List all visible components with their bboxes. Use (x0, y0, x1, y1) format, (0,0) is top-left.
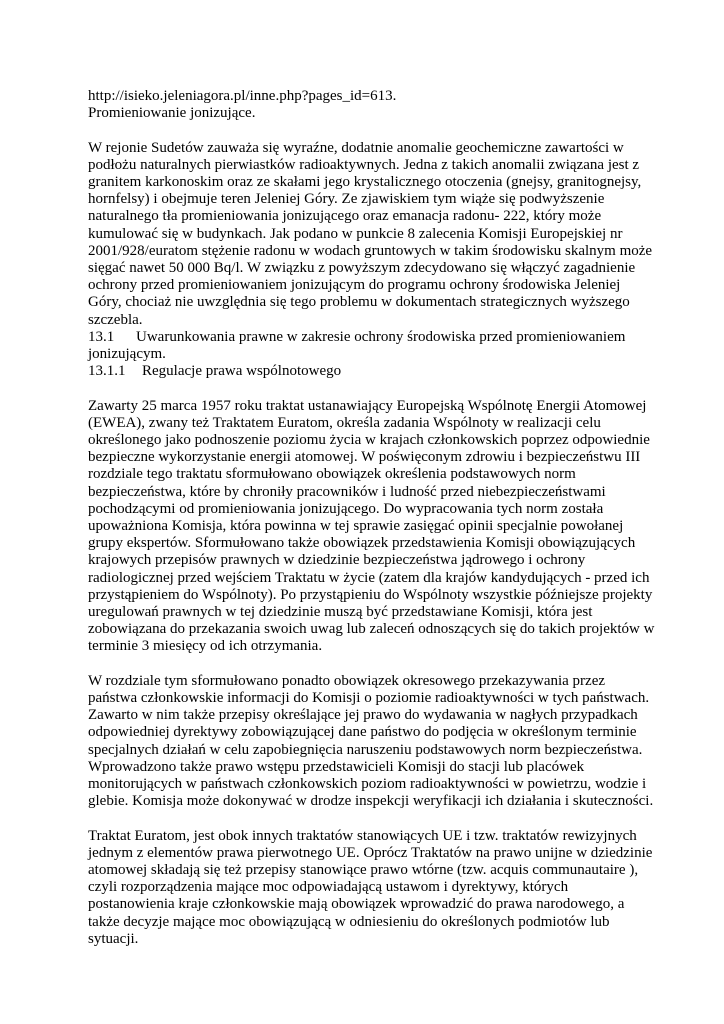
intro-paragraph (88, 139, 653, 329)
paragraph-line: państwa członkowskie informacji do Komisji o poziomie radioaktywności w tych państwach. (88, 690, 650, 707)
paragraph-line: sytuacji. (88, 930, 139, 947)
paragraph-line: atomowej składają się też przepisy stanowiące prawo wtórne (tzw. acquis communautaire ), (88, 862, 639, 879)
paragraph-line: Góry, chociaż nie uwzględnia się tego problemu w dokumentach strategicznych wyższego (88, 294, 630, 311)
paragraph-line: jednym z elementów prawa pierwotnego UE. Oprócz Traktatów na prawo unijne w dziedzinie (88, 844, 653, 861)
paragraph-line: odpowiedniej dyrektywy zobowiązującej dane państwo do podjęcia w określonym terminie (88, 724, 637, 741)
paragraph-line: Wprowadzono także prawo wstępu przedstawicieli Komisji do stacji lub placówek (88, 758, 585, 775)
paragraph-line: upoważniona Komisja, która powinna w tej sprawie zasięgać opinii specjalnie powołanej (88, 518, 624, 535)
spacer (88, 122, 648, 139)
euratom-paragraph (88, 397, 655, 656)
paragraph-line: sięgać nawet 50 000 Bq/l. W związku z powyższym zdecydowano się włączyć zagadnienie (88, 260, 636, 277)
paragraph-line: hornfelsy) i obejmuje teren Jeleniej Góry. Ze zjawiskiem tym wiąże się podwyższenie (88, 191, 605, 208)
paragraph-line: W rejonie Sudetów zauważa się wyraźne, dodatnie anomalie geochemiczne zawartości w (88, 139, 624, 156)
paragraph-line: radiologicznej przed wejściem Traktatu w życie (zatem dla krajów kandydujących - przed ich (88, 569, 650, 586)
spacer (88, 656, 648, 673)
paragraph-line: uregulowań prawnych w tej dziedzinie muszą być przedstawiane Komisji, która jest (88, 604, 593, 621)
section-number: 13.1.1 (88, 363, 126, 380)
reporting-paragraph (88, 672, 654, 811)
paragraph-line: naturalnego tła promieniowania jonizującego oraz emanacja radonu- 222, który może (88, 208, 602, 225)
paragraph-line: określonego jako podnoszenie poziomu życia w krajach członkowskich poprzez odpowiednie (88, 432, 650, 449)
section-title-line: jonizującym. (88, 346, 166, 363)
paragraph-line: przystąpieniem do Wspólnoty). Po przystąpieniu do Wspólnoty wszystkie późniejsze projekty (88, 586, 653, 603)
paragraph-line: bezpieczeństwa, które by chroniły pracowników i ludność przed niebezpieczeństwami (88, 483, 606, 500)
section-heading-13-1 (88, 329, 648, 363)
section-number: 13.1 (88, 328, 115, 345)
paragraph-line: bezpieczne wykorzystanie energii atomowej. W poświęconym zdrowiu i bezpieczeństwu III (88, 449, 641, 466)
paragraph-line: zobowiązana do przekazania swoich uwag lub zaleceń odnoszących się do takich projektów w (88, 621, 655, 638)
paragraph-line: rozdziale tego traktatu sformułowano obowiązek określenia podstawowych norm (88, 466, 576, 483)
paragraph-line: postanowienia kraje członkowskie mają obowiązek wprowadzić do prawa narodowego, a (88, 896, 625, 913)
paragraph-line: (EWEA), zwany też Traktatem Euratom, określa zadania Wspólnoty w realizacji celu (88, 414, 601, 431)
paragraph-line: krajowych przepisów prawnych w dziedzinie bezpieczeństwa jądrowego i ochrony (88, 552, 586, 569)
spacer (88, 380, 648, 397)
paragraph-line: kumulować się w budynkach. Jak podano w punkcie 8 zalecenia Komisji Europejskiej nr (88, 225, 623, 242)
paragraph-line: pochodzącymi od promieniowania jonizującego. Do wypracowania tych norm została (88, 500, 604, 517)
paragraph-line: szczebla. (88, 311, 143, 328)
paragraph-line: czyli rozporządzenia mające moc odpowiadającą ustawom i dyrektywy, których (88, 879, 569, 896)
paragraph-line: granitem karkonoskim oraz ze skałami jego krystalicznego otoczenia (gnejsy, granitognejsy, (88, 174, 642, 190)
paragraph-line: glebie. Komisja może dokonywać w drodze inspekcji weryfikacji ich działania i skuteczności. (88, 793, 654, 810)
primary-law-paragraph (88, 827, 653, 948)
paragraph-line: Zawarty 25 marca 1957 roku traktat ustanawiający Europejską Wspólnotę Energii Atomowej (88, 397, 647, 414)
source-url-text: http://isieko.jeleniagora.pl/inne.php?pages_id=613. (88, 88, 397, 104)
paragraph-line: specjalnych działań w celu zapobiegnięcia naruszeniu podstawowych norm bezpieczeństwa. (88, 741, 643, 758)
section-title-line: Uwarunkowania prawne w zakresie ochrony środowiska przed promieniowaniem (136, 328, 626, 345)
section-heading-13-1-1 (88, 363, 648, 380)
document-title: Promieniowanie jonizujące. (88, 105, 256, 122)
paragraph-line: podłożu naturalnych pierwiastków radioaktywnych. Jedna z takich anomalii związana jest z (88, 156, 640, 173)
paragraph-line: Traktat Euratom, jest obok innych traktatów stanowiących UE i tzw. traktatów rewizyjnych (88, 827, 637, 844)
paragraph-line: także decyzje mające moc obowiązującą w odniesieniu do określonych podmiotów lub (88, 913, 610, 930)
paragraph-line: W rozdziale tym sformułowano ponadto obowiązek okresowego przekazywania przez (88, 672, 606, 689)
paragraph-line: grupy ekspertów. Sformułowano także obowiązek przedstawienia Komisji obowiązujących (88, 535, 636, 552)
paragraph-line: Zawarto w nim także przepisy określające jej prawo do wydawania w nagłych przypadkach (88, 707, 638, 724)
paragraph-line: 2001/928/euratom stężenie radonu w wodach gruntowych w takim środowisku skalnym może (88, 242, 653, 259)
section-title-line: Regulacje prawa wspólnotowego (142, 363, 342, 380)
document-page (88, 88, 655, 948)
paragraph-line: terminie 3 miesięcy od ich otrzymania. (88, 638, 323, 655)
paragraph-line: monitorujących w państwach członkowskich poziom radioaktywności w powietrzu, wodzie i (88, 776, 647, 793)
paragraph-line: ochrony przed promieniowaniem jonizującym do programu ochrony środowiska Jeleniej (88, 277, 621, 294)
spacer (88, 810, 648, 827)
